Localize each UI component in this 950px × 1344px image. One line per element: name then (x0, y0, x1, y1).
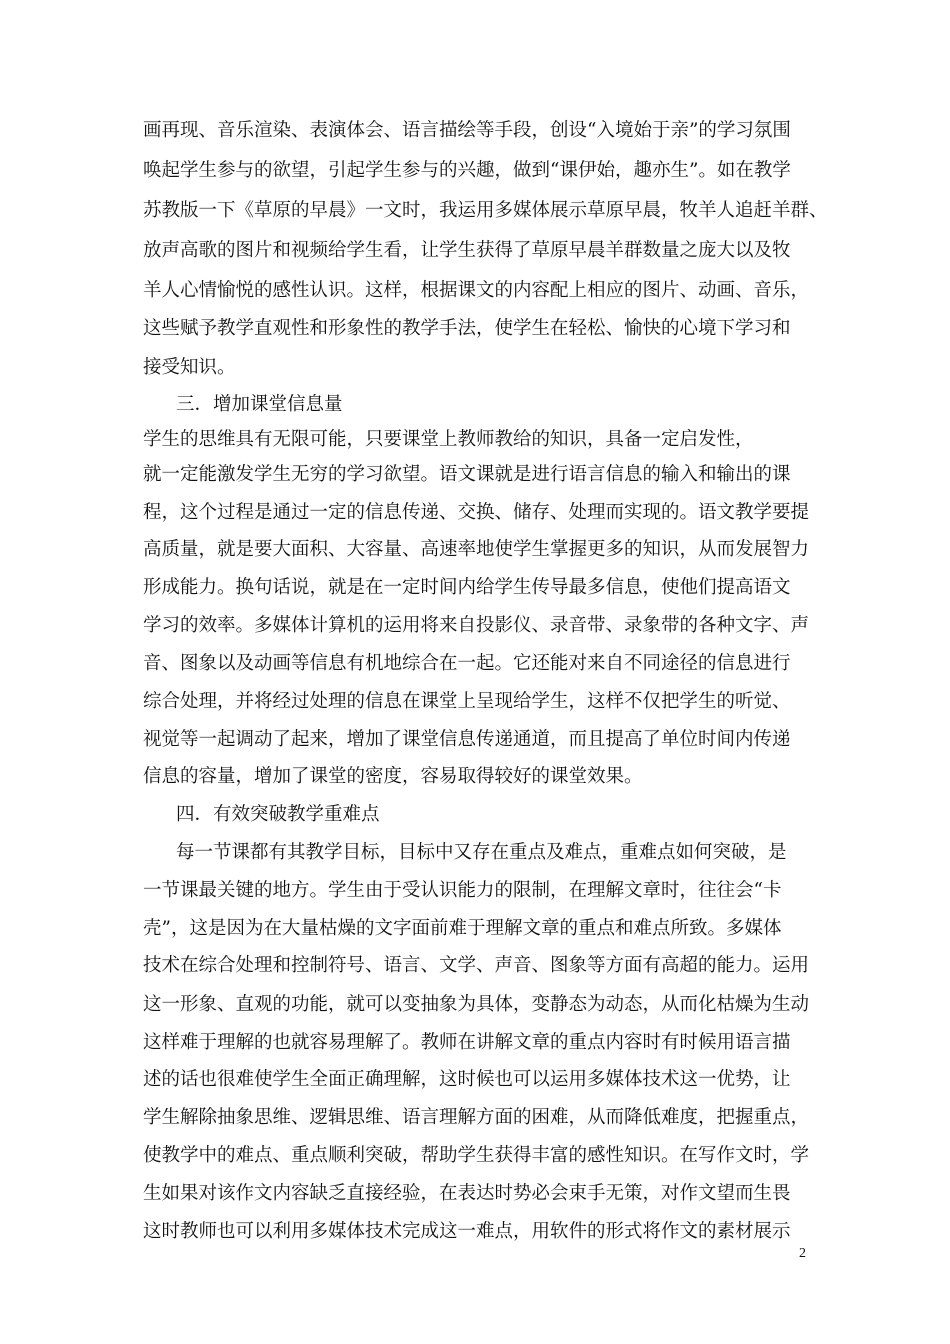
text-line: 程，这个过程是通过一定的信息传递、交换、储存、处理而实现的。语文教学要提 (143, 502, 810, 523)
text-line: 这些赋予教学直观性和形象性的教学手法，使学生在轻松、愉快的心境下学习和 (143, 318, 791, 339)
section-heading: 四．有效突破教学重难点 (176, 804, 380, 825)
text-line: 唤起学生参与的欲望，引起学生参与的兴趣，做到“课伊始，趣亦生”。如在教学 (143, 160, 791, 181)
text-line: 羊人心情愉悦的感性认识。这样，根据课文的内容配上相应的图片、动画、音乐， (143, 280, 810, 301)
text-line: 学生的思维具有无限可能，只要课堂上教师教给的知识，具备一定启发性， (143, 429, 754, 450)
text-line: 学习的效率。多媒体计算机的运用将来自投影仪、录音带、录象带的各种文字、声 (143, 615, 810, 636)
text-line: 综合处理，并将经过处理的信息在课堂上呈现给学生，这样不仅把学生的听觉、 (143, 691, 791, 712)
text-line: 技术在综合处理和控制符号、语言、文学、声音、图象等方面有高超的能力。运用 (143, 955, 810, 976)
text-line: 信息的容量，增加了课堂的密度，容易取得较好的课堂效果。 (143, 766, 643, 787)
text-line: 学生解除抽象思维、逻辑思维、语言理解方面的困难，从而降低难度，把握重点， (143, 1107, 810, 1128)
text-line: 形成能力。换句话说，就是在一定时间内给学生传导最多信息，使他们提高语文 (143, 577, 791, 598)
text-line: 接受知识。 (143, 357, 236, 378)
text-line: 视觉等一起调动了起来，增加了课堂信息传递通道，而且提高了单位时间内传递 (143, 729, 791, 750)
text-line: 一节课最关键的地方。学生由于受认识能力的限制，在理解文章时，往往会“卡 (143, 880, 782, 901)
text-line: 述的话也很难使学生全面正确理解，这时候也可以运用多媒体技术这一优势，让 (143, 1069, 791, 1090)
text-line: 放声高歌的图片和视频给学生看，让学生获得了草原早晨羊群数量之庞大以及牧 (143, 240, 791, 261)
text-line: 壳”，这是因为在大量枯燥的文字面前难于理解文章的重点和难点所致。多媒体 (143, 918, 782, 939)
text-line: 画再现、音乐渲染、表演体会、语言描绘等手段，创设“入境始于亲”的学习氛围 (143, 120, 791, 141)
text-line: 这时教师也可以利用多媒体技术完成这一难点，用软件的形式将作文的素材展示 (143, 1221, 791, 1242)
text-line: 音、图象以及动画等信息有机地综合在一起。它还能对来自不同途径的信息进行 (143, 653, 791, 674)
text-line: 高质量，就是要大面积、大容量、高速率地使学生掌握更多的知识，从而发展智力 (143, 539, 810, 560)
page-number: 2 (799, 1246, 806, 1261)
text-line: 这一形象、直观的功能，就可以变抽象为具体，变静态为动态，从而化枯燥为生动 (143, 994, 810, 1015)
text-line: 使教学中的难点、重点顺利突破，帮助学生获得丰富的感性知识。在写作文时，学 (143, 1145, 810, 1166)
text-line: 生如果对该作文内容缺乏直接经验，在表达时势必会束手无策，对作文望而生畏 (143, 1183, 791, 1204)
section-heading: 三．增加课堂信息量 (176, 394, 343, 415)
text-line: 苏教版一下《草原的早晨》一文时，我运用多媒体展示草原早晨，牧羊人追赶羊群、 (143, 200, 828, 221)
text-line: 这样难于理解的也就容易理解了。教师在讲解文章的重点内容时有时候用语言描 (143, 1032, 791, 1053)
text-line: 每一节课都有其教学目标，目标中又存在重点及难点，重难点如何突破，是 (176, 842, 787, 863)
text-line: 就一定能激发学生无穷的学习欲望。语文课就是进行语言信息的输入和输出的课 (143, 464, 791, 485)
